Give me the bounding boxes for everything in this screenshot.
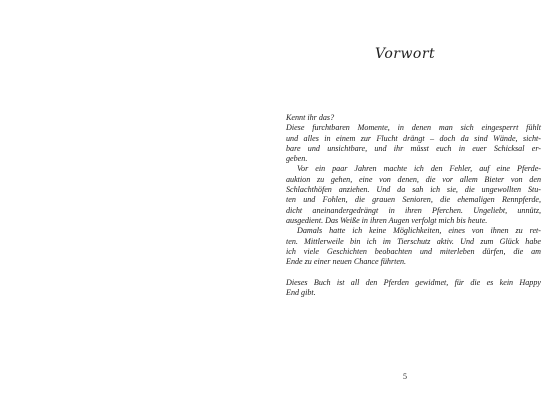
paragraph — [286, 113, 541, 164]
text-line: Kennt ihr das? — [286, 113, 335, 122]
text-line: ten und Fohlen, die grauen Senioren, die ehemaligen Rennpferde, — [286, 195, 541, 205]
text-line: geben. — [286, 154, 308, 164]
paragraph — [286, 164, 541, 226]
text-line: Vor ein paar Jahren machte ich den Fehler, auf eine Pferde- — [297, 164, 541, 174]
body-text — [286, 113, 541, 298]
text-line: Damals hatte ich keine Möglichkeiten, eines von ihnen zu ret- — [297, 226, 541, 236]
text-line: dicht aneinandergedrängt in ihren Pferchen. Ungeliebt, unnütz, — [286, 205, 541, 215]
text-line: ten. Mittlerweile bin ich im Tierschutz aktiv. Und zum Glück habe — [286, 236, 541, 246]
paragraph — [286, 226, 541, 267]
text-line: End gibt. — [286, 288, 316, 298]
page-number: 5 — [403, 372, 407, 381]
paragraph-gap — [286, 267, 541, 277]
paragraph — [286, 278, 541, 299]
text-line: Dieses Buch ist all den Pferden gewidmet, für die es kein Happy — [286, 277, 541, 287]
text-line: auktion zu gehen, eine von denen, die vor allem Bieter von den — [286, 174, 541, 184]
text-line: und alles in einem zur Flucht drängt – doch da sind Wände, sicht- — [286, 133, 541, 143]
text-line: Schlachthöfen anziehen. Und da sah ich sie, die ungewollten Stu- — [286, 185, 541, 195]
text-line: bare und unsichtbare, und ihr müsst euch in euer Schicksal er- — [286, 143, 541, 153]
text-line: Ende zu einer neuen Chance führten. — [286, 257, 407, 267]
text-line: ausgedient. Das Weiße in ihren Augen verfolgt mich bis heute. — [286, 215, 488, 225]
page-title: Vorwort — [375, 46, 436, 62]
right-page — [275, 0, 550, 418]
text-line: ich viele Geschichten beobachten und miterleben dürfen, die am — [286, 246, 541, 256]
text-line: Diese furchtbaren Momente, in denen man sich eingesperrt fühlt — [286, 123, 541, 133]
